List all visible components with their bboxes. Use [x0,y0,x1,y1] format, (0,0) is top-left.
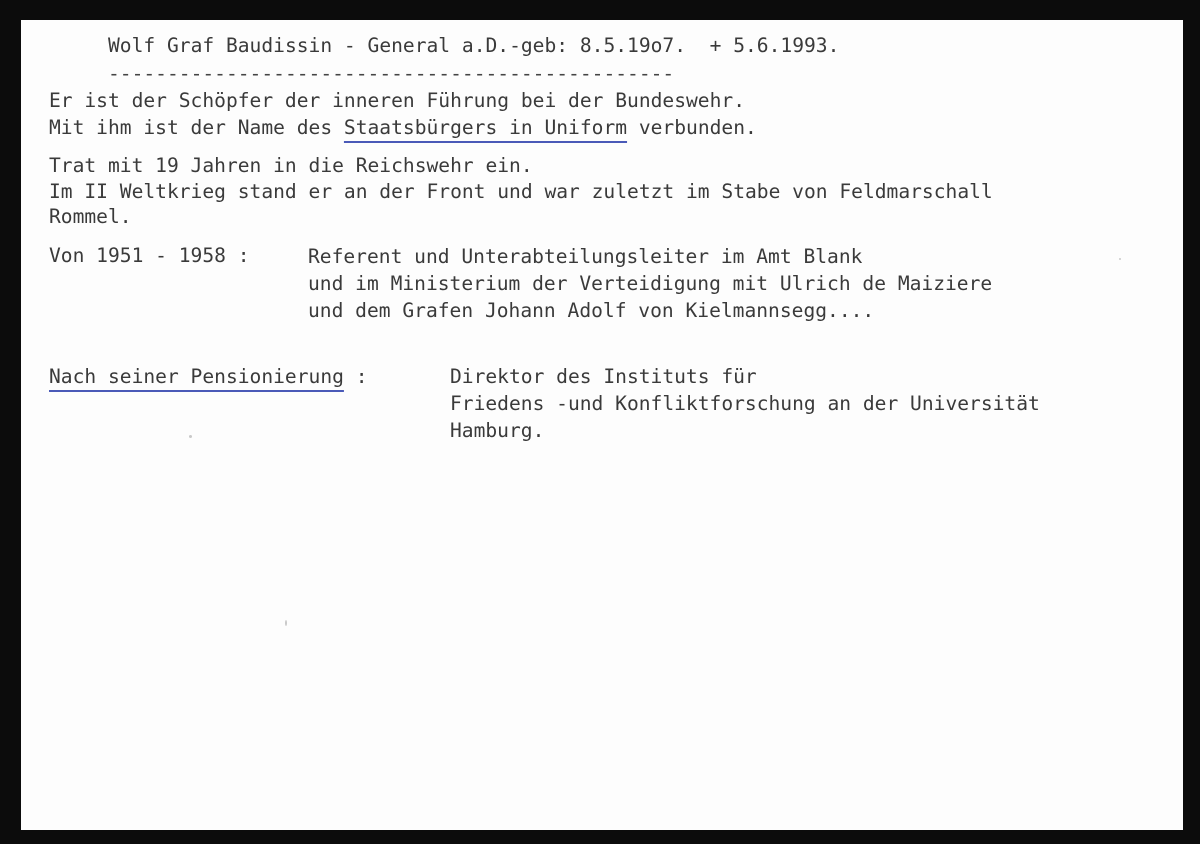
retirement-line-1: Direktor des Instituts für [450,365,757,388]
intro-line-2-suffix: verbunden. [627,116,757,139]
retirement-label [49,365,368,389]
paper-speck [285,620,287,626]
period-line-2: und im Ministerium der Verteidigung mit Ulrich de Maiziere [308,272,993,295]
paper-speck [1119,258,1121,260]
career-line-3: Rommel. [49,205,132,228]
intro-line-2-prefix: Mit ihm ist der Name des [49,116,344,139]
period-line-1: Referent und Unterabteilungsleiter im Amt Blank [308,245,863,268]
intro-line-2 [49,116,757,140]
retirement-line-3: Hamburg. [450,419,545,442]
header-rule: ------------------------------------------------ [108,62,675,85]
retirement-label-underlined: Nach seiner Pensionierung [49,365,344,388]
career-line-1: Trat mit 19 Jahren in die Reichswehr ein. [49,154,533,177]
career-line-2: Im II Weltkrieg stand er an der Front und war zuletzt im Stabe von Feldmarschall [49,180,993,203]
retirement-separator: : [343,365,368,388]
period-label: Von 1951 - 1958 : [49,244,250,267]
header-line: Wolf Graf Baudissin - General a.D.-geb: 8.5.19o7. + 5.6.1993. [108,34,840,57]
retirement-line-2: Friedens -und Konfliktforschung an der Universität [450,392,1040,415]
archive-index-card [21,20,1183,830]
paper-speck [189,435,192,438]
period-line-3: und dem Grafen Johann Adolf von Kielmannsegg.... [308,299,875,322]
underlined-phrase: Staatsbürgers in Uniform [343,116,628,139]
intro-line-1: Er ist der Schöpfer der inneren Führung bei der Bundeswehr. [49,89,745,112]
